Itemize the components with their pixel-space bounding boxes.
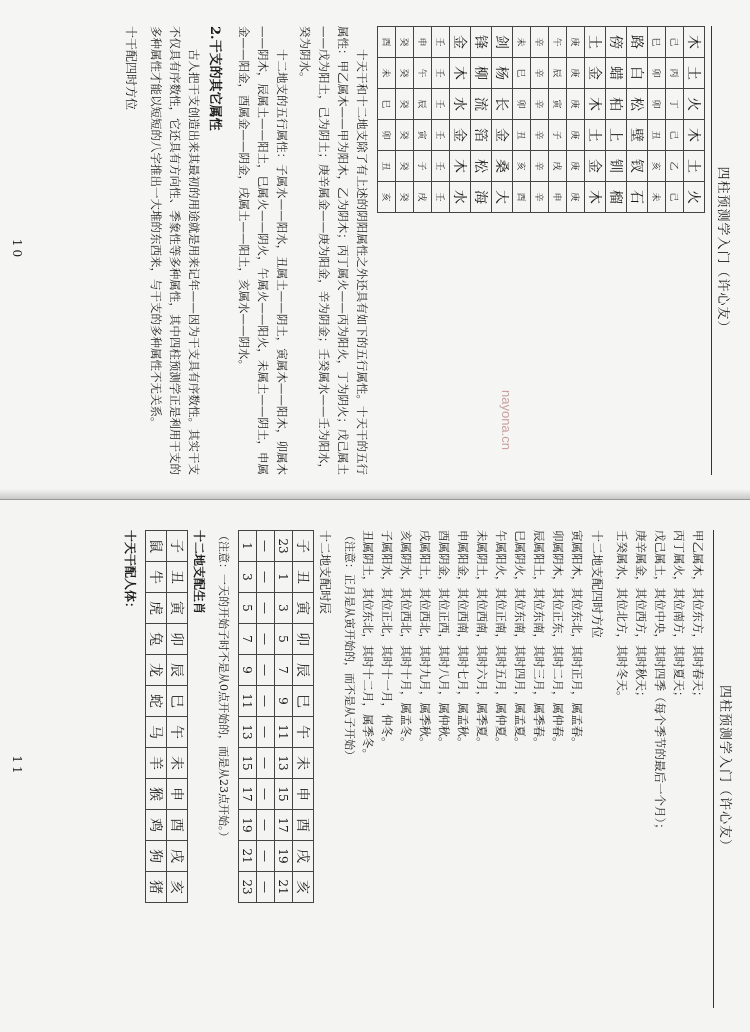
table-cell: 壬: [432, 89, 450, 120]
list-item: 戌属阳土，其位西北，其时九月，属季秋。: [418, 530, 432, 749]
table-cell: 13: [239, 717, 257, 748]
table-cell: 马: [146, 717, 167, 748]
table-cell: 狗: [146, 841, 167, 872]
table-cell: 子: [414, 151, 432, 182]
table-cell: 癸: [396, 151, 414, 182]
table-cell: 己: [666, 27, 684, 58]
table-cell: 己: [666, 120, 684, 151]
table-cell: 金: [492, 120, 513, 151]
table-cell: 未: [513, 27, 531, 58]
page-number: 10: [10, 238, 24, 261]
table-cell: 长: [492, 89, 513, 120]
table-cell: 猪: [146, 872, 167, 903]
table-cell: 癸: [396, 120, 414, 151]
section-title: 2.干支的其它属性: [207, 26, 222, 131]
table-cell: 木: [585, 182, 606, 213]
table-row: [648, 27, 666, 213]
table-cell: 11: [239, 686, 257, 717]
table-cell: 壬: [432, 151, 450, 182]
table-cell: 木: [450, 58, 471, 89]
list-item: 戊己属土，其位中央，其时四季（每个季节的最后一个月）；: [653, 530, 667, 835]
table-cell: 壬: [432, 58, 450, 89]
table-cell: 辰: [167, 655, 188, 686]
hours-heading: 十二地支配时辰: [318, 530, 332, 615]
table-cell: —: [257, 593, 275, 624]
table-row: [627, 27, 648, 213]
table-cell: 龙: [146, 655, 167, 686]
table-cell: 丑: [513, 120, 531, 151]
table-cell: 壬: [432, 27, 450, 58]
table-cell: 亥: [293, 872, 314, 903]
table-cell: 1: [275, 562, 293, 593]
table-cell: 申: [549, 182, 567, 213]
table-row: [471, 27, 492, 213]
table-cell: 辰: [549, 58, 567, 89]
table-cell: 海: [471, 182, 492, 213]
table-row: [585, 27, 606, 213]
stems-directions-heading: 十干配四时方位: [124, 26, 138, 111]
table-cell: 金: [450, 120, 471, 151]
table-cell: 寅: [549, 89, 567, 120]
list-item: 庚辛属金，其位西方，其时秋天；: [634, 530, 648, 703]
table-cell: 流: [471, 89, 492, 120]
table-cell: 丙: [666, 58, 684, 89]
list-item: 巳属阴火，其位东南，其时四月，属孟夏。: [513, 530, 527, 749]
branch-seasons-heading: 十二地支配四时方位: [590, 530, 604, 639]
table-cell: 路: [627, 27, 648, 58]
table-cell: 丑: [378, 151, 396, 182]
table-cell: 庚: [567, 151, 585, 182]
table-cell: 巳: [167, 686, 188, 717]
table-cell: 午: [293, 717, 314, 748]
table-cell: 蜡: [606, 58, 627, 89]
table-cell: 柏: [606, 89, 627, 120]
table-cell: 3: [239, 562, 257, 593]
table-row: [414, 27, 432, 213]
table-cell: 辛: [531, 182, 549, 213]
table-cell: 23: [239, 872, 257, 903]
table-cell: 7: [275, 655, 293, 686]
table-cell: 石: [627, 182, 648, 213]
table-cell: 子: [549, 120, 567, 151]
table-cell: 剑: [492, 27, 513, 58]
table-cell: 蛇: [146, 686, 167, 717]
table-cell: 土: [585, 27, 606, 58]
table-cell: 午: [549, 27, 567, 58]
table-cell: 午: [414, 58, 432, 89]
table-row: [275, 531, 293, 903]
table-cell: 亥: [648, 151, 666, 182]
table-cell: 寅: [167, 593, 188, 624]
table-cell: 鸡: [146, 810, 167, 841]
table-cell: 子: [293, 531, 314, 562]
table-cell: 水: [450, 182, 471, 213]
table-cell: 9: [239, 655, 257, 686]
table-cell: —: [257, 717, 275, 748]
table-cell: 癸: [396, 58, 414, 89]
table-cell: 金: [450, 27, 471, 58]
table-cell: 壬: [432, 182, 450, 213]
table-cell: 锋: [471, 27, 492, 58]
table-row: [684, 27, 705, 213]
table-cell: 申: [414, 27, 432, 58]
table-cell: 戌: [293, 841, 314, 872]
table-cell: 丑: [167, 562, 188, 593]
table-cell: 酉: [513, 182, 531, 213]
page-number: 11: [10, 755, 24, 777]
table-cell: 土: [585, 120, 606, 151]
table-cell: —: [257, 624, 275, 655]
table-cell: 巳: [378, 89, 396, 120]
table-cell: 钗: [627, 151, 648, 182]
table-cell: 卯: [513, 89, 531, 120]
table-cell: 木: [684, 27, 705, 58]
table-cell: 戌: [549, 151, 567, 182]
table-cell: 卯: [648, 89, 666, 120]
watermark: nayona.cn: [499, 390, 514, 450]
list-item: 寅属阳木，其位东北，其时正月，属孟春。: [570, 530, 584, 749]
table-cell: 乙: [666, 151, 684, 182]
table-cell: 5: [275, 624, 293, 655]
table-cell: 庚: [567, 182, 585, 213]
table-cell: 金: [585, 58, 606, 89]
table-cell: 榴: [606, 182, 627, 213]
table-cell: 卯: [167, 624, 188, 655]
table-row: [606, 27, 627, 213]
table-cell: 辰: [414, 89, 432, 120]
table-cell: 辰: [293, 655, 314, 686]
table-cell: 申: [167, 779, 188, 810]
table-cell: 未: [293, 748, 314, 779]
table-cell: 卯: [293, 624, 314, 655]
table-cell: 兔: [146, 624, 167, 655]
table-cell: 庚: [567, 89, 585, 120]
table-cell: 寅: [414, 120, 432, 151]
table-cell: 21: [275, 872, 293, 903]
list-item: 未属阴土，其位西南，其时六月，属季夏。: [475, 530, 489, 749]
table-cell: 酉: [293, 810, 314, 841]
list-item: 丙丁属火，其位南方，其时夏天；: [672, 530, 686, 703]
list-item: 甲乙属木，其位东方，其时春天；: [691, 530, 705, 703]
other-attributes-paragraph: 古人把干支创造出来其最初的用途就是用来记年——因为干支具有序数性。其实干支不仅具有序数性，它还具有方向性、季象性等多种属性，其中四柱预测学正是利用干支的多种属性才能以短短的八字推出一大堆的东西来，与干支的多种属性不无关系。: [149, 26, 201, 475]
table-cell: 亥: [378, 182, 396, 213]
table-cell: —: [257, 531, 275, 562]
table-cell: 17: [275, 810, 293, 841]
table-cell: 钏: [606, 151, 627, 182]
table-cell: 丑: [293, 562, 314, 593]
zodiac-table: [145, 530, 188, 903]
table-cell: 申: [293, 779, 314, 810]
table-row: [257, 531, 275, 903]
table-cell: 庚: [567, 58, 585, 89]
table-cell: 23: [275, 531, 293, 562]
table-cell: 鼠: [146, 531, 167, 562]
table-cell: 松: [627, 89, 648, 120]
table-cell: —: [257, 779, 275, 810]
table-cell: 大: [492, 182, 513, 213]
table-cell: 未: [648, 182, 666, 213]
table-cell: 11: [275, 717, 293, 748]
body-heading: 十天干配人体：: [123, 530, 137, 615]
list-item: 午属阳火，其位正南，其时五月，属仲夏。: [494, 530, 508, 749]
list-item: 丑属阴土，其位东北，其时十二月，属季冬。: [361, 530, 375, 760]
table-cell: 火: [684, 89, 705, 120]
table-cell: 13: [275, 748, 293, 779]
table-cell: 羊: [146, 748, 167, 779]
page-left: [0, 0, 750, 500]
table-cell: 7: [239, 624, 257, 655]
table-cell: 21: [239, 841, 257, 872]
table-cell: 癸: [396, 27, 414, 58]
list-item: 酉属阴金，其位正西，其时八月，属仲秋。: [437, 530, 451, 749]
table-cell: 上: [606, 120, 627, 151]
table-cell: 5: [239, 593, 257, 624]
table-cell: —: [257, 841, 275, 872]
table-cell: 土: [684, 58, 705, 89]
table-cell: 己: [666, 182, 684, 213]
table-cell: 19: [239, 810, 257, 841]
table-cell: 1: [239, 531, 257, 562]
page-header: 四柱预测学入门（许心友）: [711, 26, 734, 475]
table-cell: 壁: [627, 120, 648, 151]
hours-table: [238, 530, 314, 903]
table-cell: 巳: [648, 27, 666, 58]
table-cell: 木: [684, 120, 705, 151]
table-cell: 虎: [146, 593, 167, 624]
table-cell: —: [257, 872, 275, 903]
list-item: 申属阳金，其位西南，其时七月，属孟秋。: [456, 530, 470, 749]
table-cell: 杨: [492, 58, 513, 89]
table-cell: 柳: [471, 58, 492, 89]
table-cell: 酉: [378, 27, 396, 58]
table-cell: 戌: [414, 182, 432, 213]
table-cell: 猴: [146, 779, 167, 810]
table-row: [450, 27, 471, 213]
branch-seasons-note: （注意：正月是从寅开始的，而不是从子开始）: [343, 530, 356, 761]
table-cell: 午: [167, 717, 188, 748]
wuxing-branches-paragraph: 十二地支的五行属性：子属水——阳水，丑属土——阴土，寅属木——阳木，卯属木——阴木，辰属土——阳土，巳属火——阴火，午属火——阳火，未属土——阴土，申属金——阳金，酉属金——阴金，戌属土——阳土，亥属水——阴水。: [237, 26, 289, 475]
table-row: [666, 27, 684, 213]
stems-seasons-list: [612, 530, 707, 1008]
table-row: [531, 27, 549, 213]
table-cell: —: [257, 562, 275, 593]
table-cell: 壬: [432, 120, 450, 151]
table-cell: 亥: [167, 872, 188, 903]
table-cell: 火: [684, 182, 705, 213]
table-cell: 辛: [531, 58, 549, 89]
list-item: 壬癸属水，其位北方，其时冬天。: [615, 530, 629, 703]
table-cell: 傍: [606, 27, 627, 58]
table-cell: 水: [450, 89, 471, 120]
table-row: [146, 531, 167, 903]
table-cell: 木: [585, 89, 606, 120]
wuxing-stems-paragraph: 十天干和十二地支除了有上述的阴阳属性之外还具有如下的五行属性。十天干的五行属性：甲乙属木——甲为阳木，乙为阴木；丙丁属火——丙为阳火，丁为阴火；戊己属土——戊为阳土，己为阴土；庚辛属金——庚为阳金，辛为阴金；壬癸属水——壬为阳水，癸为阴水。: [298, 26, 369, 475]
page-right: [0, 500, 750, 1032]
table-cell: 19: [275, 841, 293, 872]
table-row: [396, 27, 414, 213]
branch-seasons-list: [358, 530, 586, 1008]
table-cell: —: [257, 810, 275, 841]
table-cell: 辛: [531, 27, 549, 58]
table-cell: 3: [275, 593, 293, 624]
table-cell: 土: [684, 151, 705, 182]
table-cell: 箔: [471, 120, 492, 151]
table-row: [293, 531, 314, 903]
table-cell: 丑: [648, 120, 666, 151]
table-cell: 白: [627, 58, 648, 89]
table-cell: 木: [450, 151, 471, 182]
table-cell: 癸: [396, 182, 414, 213]
table-cell: 未: [167, 748, 188, 779]
table-cell: —: [257, 686, 275, 717]
table-cell: 卯: [648, 58, 666, 89]
table-cell: 17: [239, 779, 257, 810]
table-row: [432, 27, 450, 213]
nayin-table: [377, 26, 705, 213]
list-item: 亥属阴水，其位西北，其时十月，属孟冬。: [399, 530, 413, 749]
table-cell: 癸: [396, 89, 414, 120]
table-row: [239, 531, 257, 903]
table-cell: 15: [239, 748, 257, 779]
table-row: [492, 27, 513, 213]
table-cell: —: [257, 748, 275, 779]
list-item: 子属阳水，其位正北，其时十一月，仲冬。: [380, 530, 394, 749]
table-cell: 亥: [513, 151, 531, 182]
gutter-shadow: [0, 489, 750, 499]
table-cell: 丁: [666, 89, 684, 120]
table-row: [549, 27, 567, 213]
table-cell: 巳: [293, 686, 314, 717]
table-cell: 15: [275, 779, 293, 810]
table-cell: 寅: [293, 593, 314, 624]
table-cell: —: [257, 655, 275, 686]
table-cell: 桑: [492, 151, 513, 182]
table-row: [167, 531, 188, 903]
table-cell: 巳: [513, 58, 531, 89]
table-cell: 9: [275, 686, 293, 717]
table-cell: 戌: [167, 841, 188, 872]
table-cell: 酉: [167, 810, 188, 841]
table-cell: 庚: [567, 120, 585, 151]
zodiac-heading: 十二地支配生肖: [192, 530, 206, 615]
table-cell: 子: [167, 531, 188, 562]
table-cell: 辛: [531, 120, 549, 151]
table-cell: 卯: [378, 120, 396, 151]
list-item: 辰属阳土，其位东南，其时三月，属季春。: [532, 530, 546, 749]
table-cell: 牛: [146, 562, 167, 593]
table-cell: 辛: [531, 151, 549, 182]
table-row: [567, 27, 585, 213]
hours-note: （注意：一天的开始子时不是从0点开始的，而是从23点开始。）: [217, 530, 230, 843]
table-cell: 未: [378, 58, 396, 89]
table-cell: 庚: [567, 27, 585, 58]
table-row: [513, 27, 531, 213]
table-cell: 松: [471, 151, 492, 182]
table-row: [378, 27, 396, 213]
table-cell: 辛: [531, 89, 549, 120]
page-header: 四柱预测学入门（许心友）: [713, 530, 736, 1008]
list-item: 卯属阴木，其位正东，其时二月，属仲春。: [551, 530, 565, 749]
table-cell: 金: [585, 151, 606, 182]
